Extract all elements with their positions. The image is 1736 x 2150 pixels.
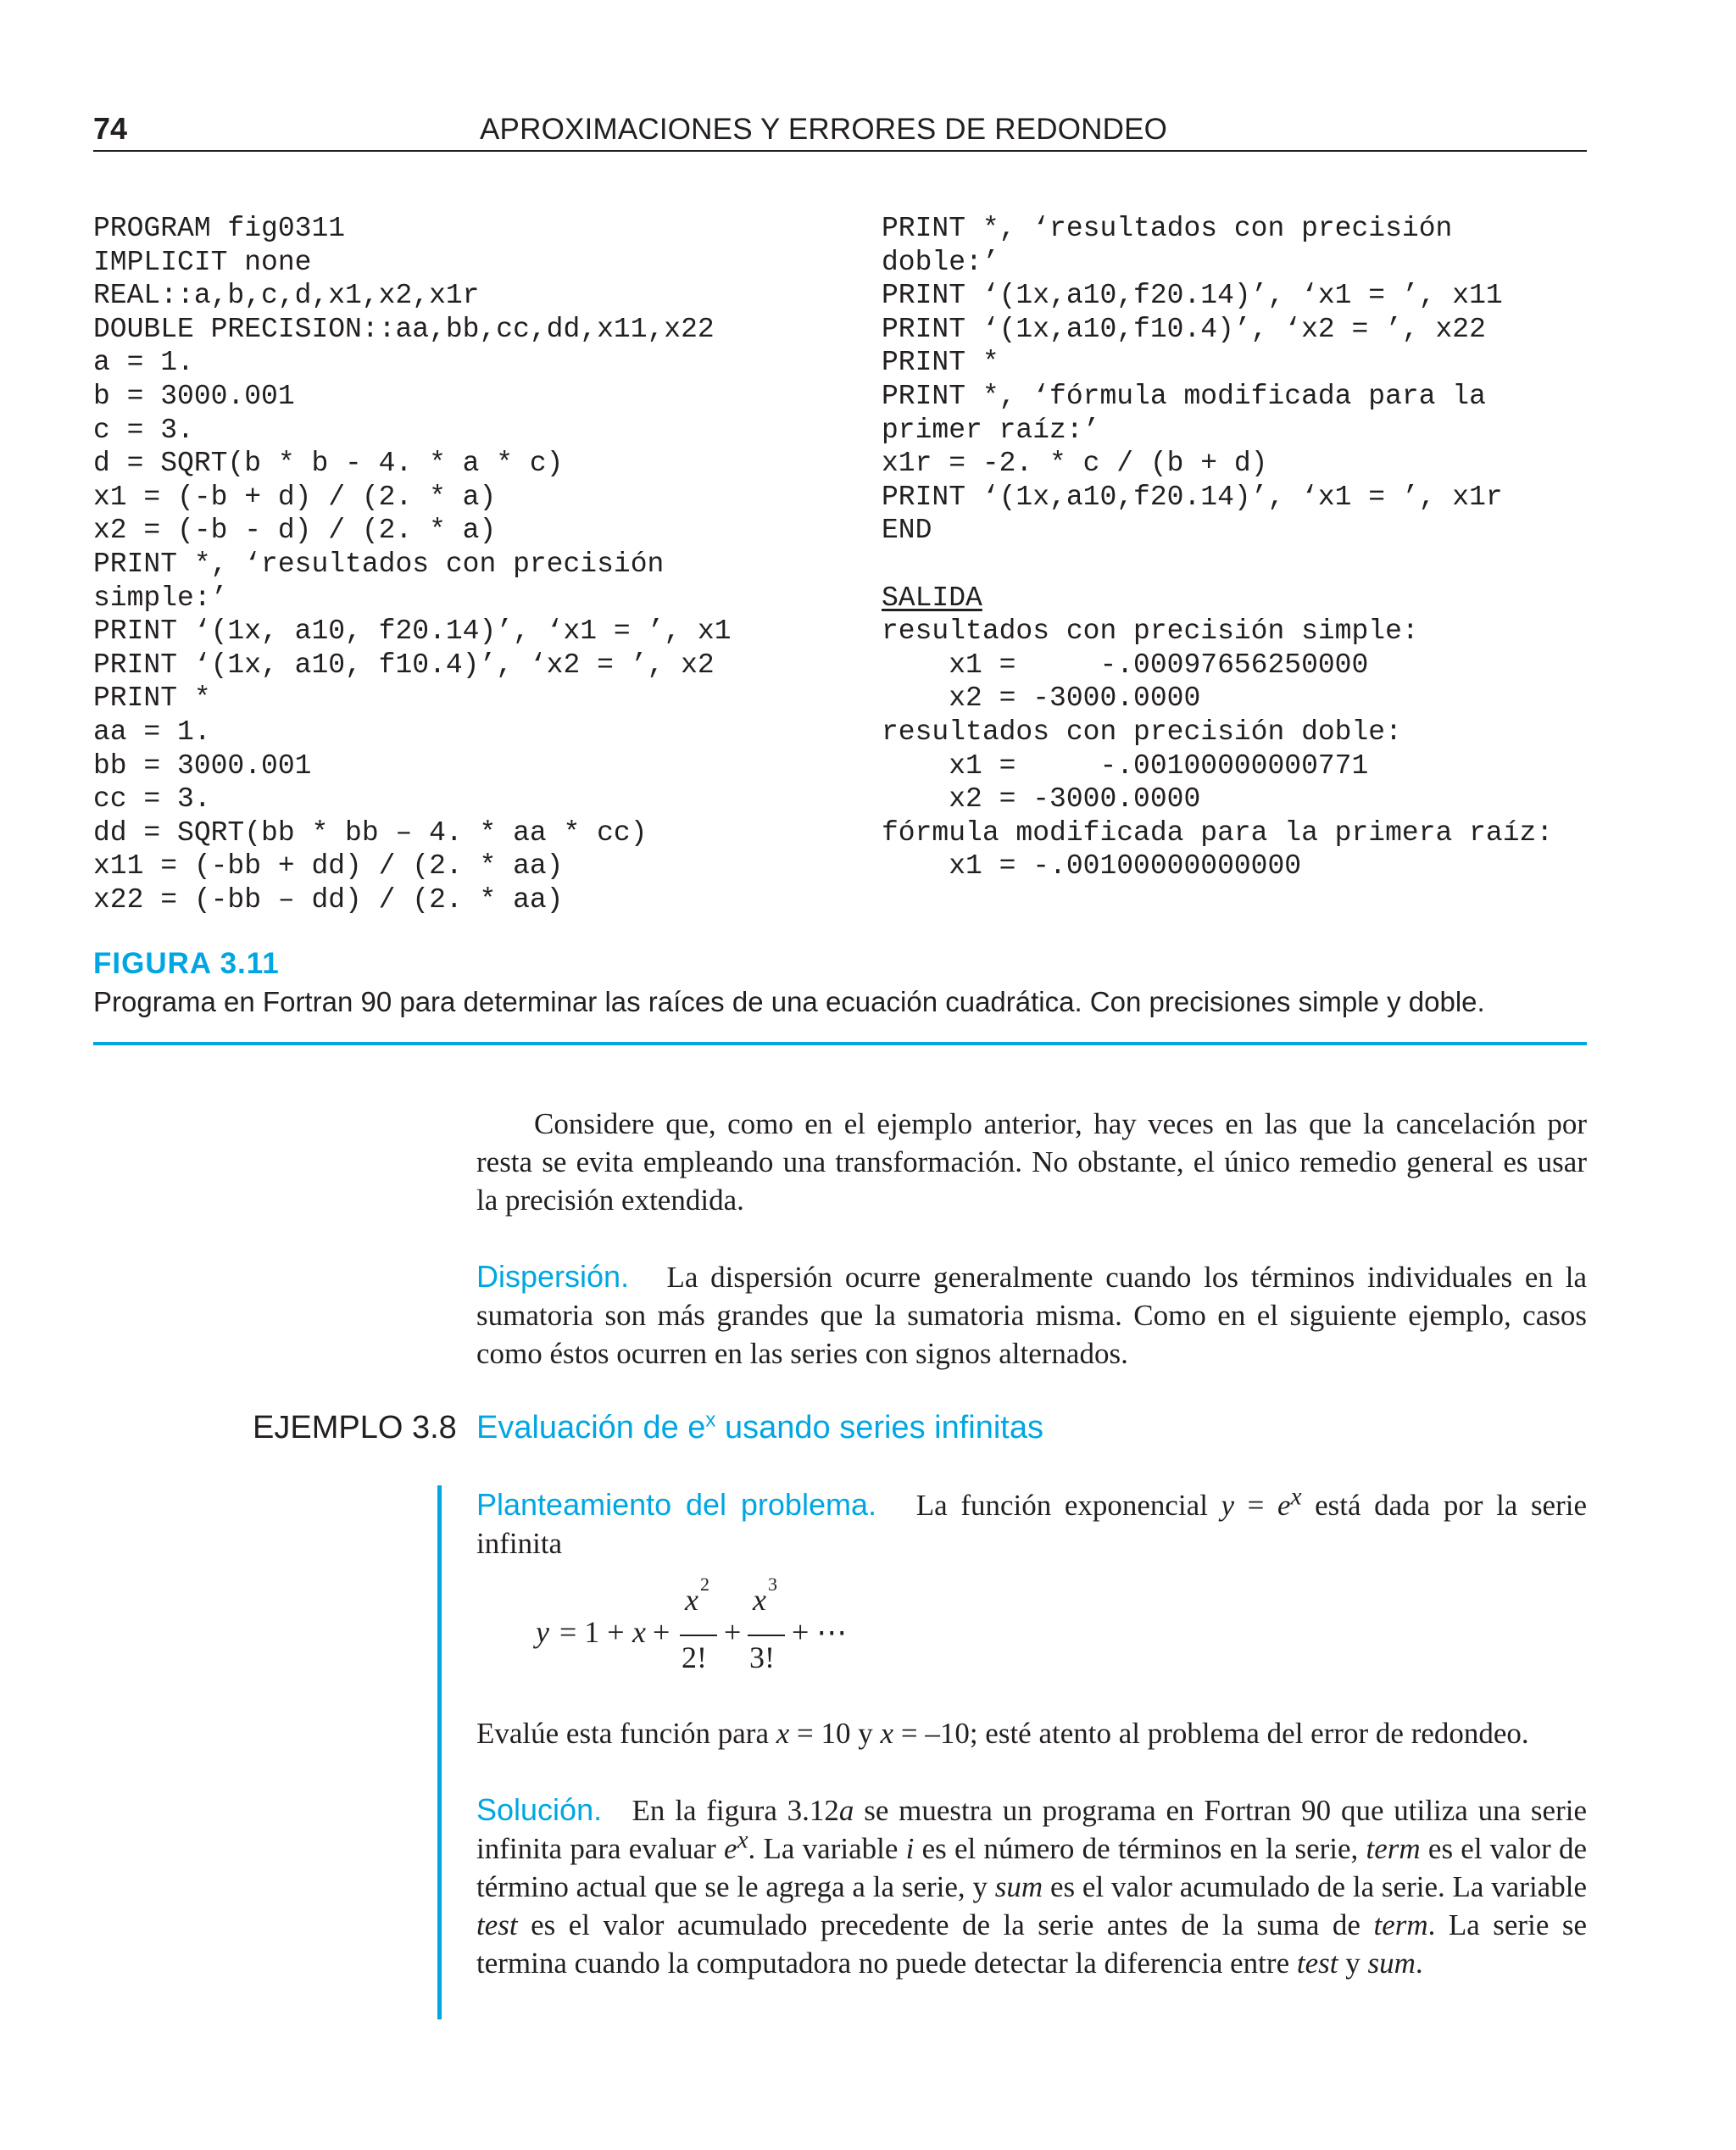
output-line: fórmula modificada para la primera raíz: [882,816,1554,849]
solution-var-sum-2: sum [1367,1947,1416,1980]
code-line: x11 = (-bb + dd) / (2. * aa) [93,850,564,883]
eq-exp-1: 2 [700,1574,709,1595]
output-line: x2 = -3000.0000 [882,783,1201,816]
page-number: 74 [93,111,128,146]
eq-y: y [536,1615,549,1649]
problem-text: La función exponencial [915,1489,1208,1522]
solution-text-2: se muestra un programa en Fortran 90 que utiliza una serie infinita para evaluar [476,1794,1587,1865]
solution-var-i: i [905,1832,915,1865]
code-line: PROGRAM fig0311 [93,213,346,244]
problem-text-end: está dada por la serie infinita [476,1489,1588,1560]
code-line: c = 3. [93,414,194,446]
eq-exp-2: 3 [768,1574,777,1595]
solution-text-8: . La serie se termina cuando la computadora no puede detectar la diferencia entre [476,1908,1588,1980]
output-line: resultados con precisión doble: [882,716,1402,748]
output-line: x1 = -.00100000000000 [882,850,1302,883]
solution-var-test-2: test [1296,1947,1338,1980]
code-line: PRINT * [93,682,211,715]
problem-var-e: e [1277,1489,1291,1522]
evaluate-text-3: = –10; esté atento al problema del error de redondeo. [893,1717,1529,1750]
code-line: PRINT *, ‘resultados con precisión [882,213,1453,244]
evaluate-var-x1: x [776,1717,790,1750]
code-listing-left [93,212,732,916]
solution-text-6: es el valor acumulado de la serie. La variable [1043,1870,1587,1903]
example-label: EJEMPLO 3.8 [253,1410,457,1445]
code-line: PRINT ‘(1x, a10, f10.4)’, ‘x2 = ’, x2 [93,649,715,681]
code-line: a = 1. [93,347,194,379]
problem-var-y: y [1221,1489,1235,1522]
eq-fraction-bar-2 [748,1635,785,1636]
series-equation [536,1574,875,1680]
code-line: x1r = -2. * c / (b + d) [882,448,1268,480]
code-line: cc = 3. [93,783,211,816]
paragraph-evaluate [476,1714,1587,1752]
solution-var-sum: sum [994,1870,1043,1903]
eq-equals-one-plus: = 1 + [559,1615,625,1649]
problem-heading: Planteamiento del problema. [476,1487,876,1522]
code-line: PRINT *, ‘resultados con precisión [93,548,665,580]
code-line: aa = 1. [93,716,211,748]
output-line: resultados con precisión simple: [882,615,1419,648]
code-line: d = SQRT(b * b - 4. * a * c) [93,448,564,480]
solution-text-3: . La variable [748,1832,906,1865]
code-line: primer raíz:’ [882,414,1100,446]
eq-plus-1: + [653,1615,670,1649]
solution-text-1: En la figura 3.12 [632,1794,839,1827]
solution-var-term-2: term [1373,1908,1428,1941]
solution-heading: Solución. [476,1792,603,1827]
evaluate-text-2: = 10 y [789,1717,881,1750]
eq-num-1: x [685,1583,698,1617]
code-line: bb = 3000.001 [93,749,312,782]
code-line: PRINT * [882,347,999,379]
code-line: doble:’ [882,246,999,278]
output-line: x1 = -.00100000000771 [882,749,1369,782]
paragraph-dispersion [476,1257,1587,1373]
example-side-bar [437,1485,442,2019]
code-line: IMPLICIT none [93,246,312,278]
eq-den-1: 2! [682,1640,707,1674]
example-title-post: usando series infinitas [715,1410,1043,1445]
solution-var-a: a [838,1794,854,1827]
code-spacer [882,548,1553,582]
code-line: PRINT ‘(1x,a10,f20.14)’, ‘x1 = ’, x1r [882,481,1503,513]
eq-tail: + ⋯ [792,1615,848,1649]
dispersion-text: La dispersión ocurre generalmente cuando los términos individuales en la sumatoria son más grandes que la sumatoria misma. Como en el siguiente ejemplo, casos como éstos ocurren en las series con signos alternados. [476,1261,1588,1370]
figure-label: FIGURA 3.11 [93,947,280,980]
paragraph-cancelation: Considere que, como en el ejemplo anterior, hay veces en las que la cancelación por resta se evita empleando una transformación. No obstante, el único remedio general es usar la precisión extendida. [476,1107,1587,1217]
code-line: x22 = (-bb – dd) / (2. * aa) [93,883,564,916]
example-title-pre: Evaluación de e [476,1410,706,1445]
problem-equals: = [1234,1489,1278,1522]
figure-caption: Programa en Fortran 90 para determinar las raíces de una ecuación cuadrática. Con precisiones simple y doble. [93,986,1485,1017]
header-rule [93,150,1587,152]
eq-x: x [632,1615,646,1649]
code-line: PRINT ‘(1x,a10,f20.14)’, ‘x1 = ’, x11 [882,280,1503,312]
example-title-sup: x [705,1408,716,1432]
code-line: PRINT ‘(1x, a10, f20.14)’, ‘x1 = ’, x1 [93,615,732,648]
evaluate-var-x2: x [880,1717,894,1750]
code-line: DOUBLE PRECISION::aa,bb,cc,dd,x11,x22 [93,313,715,345]
code-line: b = 3000.001 [93,380,295,412]
evaluate-text-1: Evalúe esta función para [476,1717,776,1750]
code-line: dd = SQRT(bb * bb – 4. * aa * cc) [93,816,648,849]
code-line: x2 = (-b - d) / (2. * a) [93,515,497,547]
output-line: x1 = -.00097656250000 [882,649,1369,681]
code-line: x1 = (-b + d) / (2. * a) [93,481,497,513]
dispersion-heading: Dispersión. [476,1259,630,1294]
eq-den-2: 3! [749,1640,775,1674]
solution-text-7: es el valor acumulado precedente de la serie antes de la suma de [517,1908,1374,1941]
output-line: x2 = -3000.0000 [882,682,1201,715]
solution-text-9: y [1338,1947,1368,1980]
output-heading: SALIDA [882,582,982,614]
solution-var-x: x [737,1826,748,1854]
code-line: PRINT ‘(1x,a10,f10.4)’, ‘x2 = ’, x22 [882,313,1486,345]
code-line: PRINT *, ‘fórmula modificada para la [882,380,1486,412]
caption-rule [93,1042,1587,1045]
eq-plus-2: + [724,1615,742,1649]
code-listing-right [882,212,1553,883]
problem-var-x: x [1290,1483,1302,1511]
paragraph-problem [476,1485,1587,1562]
eq-num-2: x [753,1583,766,1617]
solution-var-term: term [1366,1832,1421,1865]
eq-fraction-bar-1 [680,1635,717,1636]
running-head: APROXIMACIONES Y ERRORES DE REDONDEO [480,113,1168,146]
example-title [476,1407,1043,1448]
solution-var-e: e [724,1832,737,1865]
solution-text-4: es el número de términos en la serie, [914,1832,1366,1865]
paragraph-solution [476,1791,1587,1982]
code-line: REAL::a,b,c,d,x1,x2,x1r [93,280,480,312]
solution-var-test: test [476,1908,518,1941]
code-line: END [882,515,932,547]
code-line: simple:’ [93,582,228,614]
solution-text-10: . [1415,1947,1423,1980]
solution-text-5: es el valor de término actual que se le agrega a la serie, y [476,1832,1588,1903]
